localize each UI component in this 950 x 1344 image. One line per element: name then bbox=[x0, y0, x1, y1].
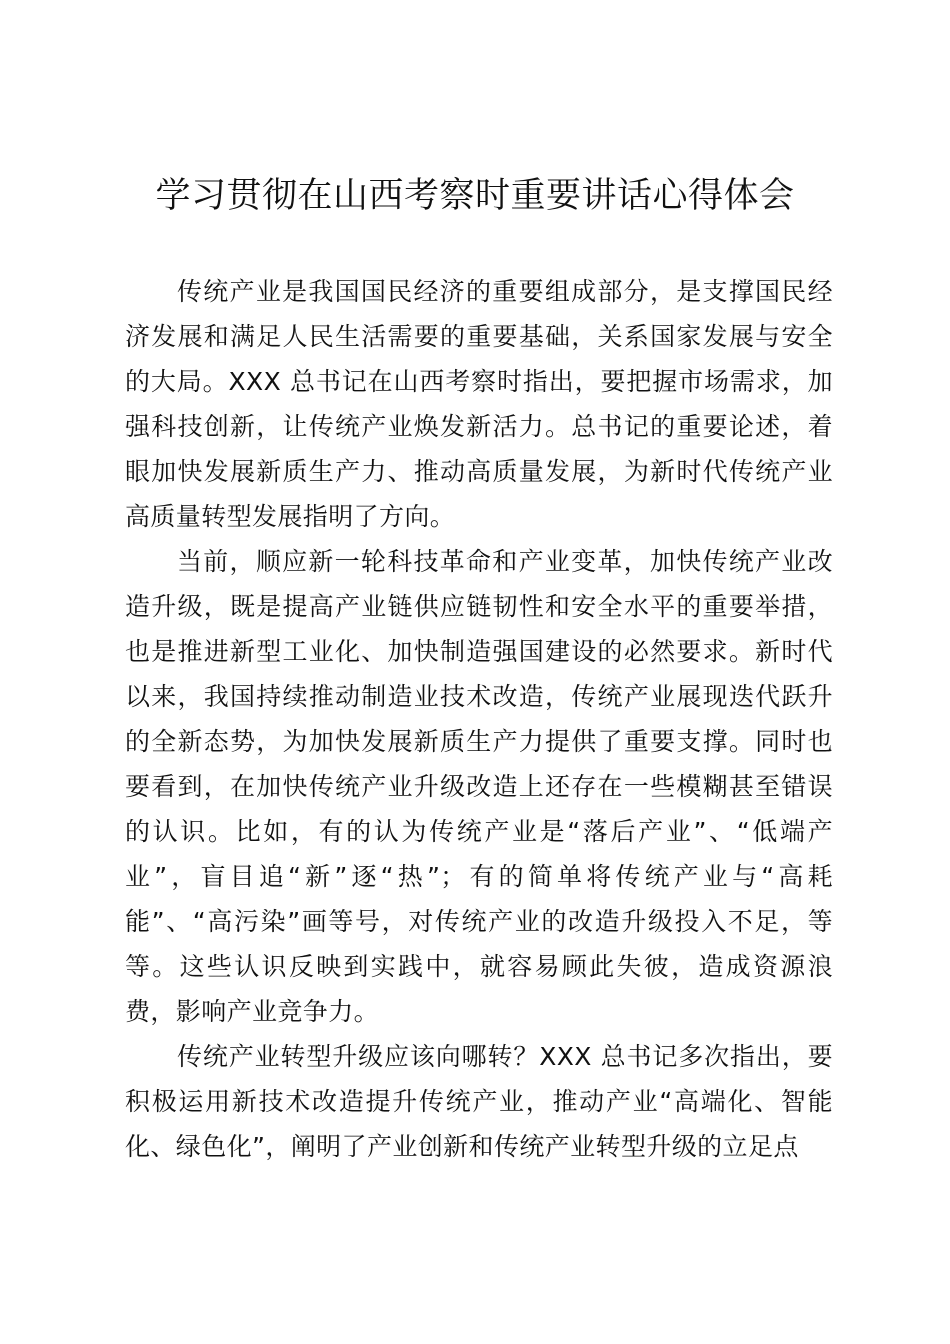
paragraph-1: 传统产业是我国国民经济的重要组成部分，是支撑国民经济发展和满足人民生活需要的重要基础，关系国家发展与安全的大局。XXX 总书记在山西考察时指出，要把握市场需求，加强科技创新，让传统产业焕发新活力。总书记的重要论述，着眼加快发展新质生产力、推动高质量发展，为新时代传统产业高质量转型发展指明了方向。 bbox=[125, 277, 833, 531]
paragraph-3: 传统产业转型升级应该向哪转？XXX 总书记多次指出，要积极运用新技术改造提升传统产业，推动产业“高端化、智能化、绿色化”，阐明了产业创新和传统产业转型升级的立足点 bbox=[125, 1042, 833, 1161]
document-body bbox=[125, 269, 833, 1169]
document-title: 学习贯彻在山西考察时重要讲话心得体会 bbox=[155, 176, 795, 216]
paragraph-2: 当前，顺应新一轮科技革命和产业变革，加快传统产业改造升级，既是提高产业链供应链韧性和安全水平的重要举措，也是推进新型工业化、加快制造强国建设的必然要求。新时代以来，我国持续推动制造业技术改造，传统产业展现迭代跃升的全新态势，为加快发展新质生产力提供了重要支撑。同时也要看到，在加快传统产业升级改造上还存在一些模糊甚至错误的认识。比如，有的认为传统产业是“落后产业”、“低端产业”，盲目追“新”逐“热”；有的简单将传统产业与“高耗能”、“高污染”画等号，对传统产业的改造升级投入不足，等等。这些认识反映到实践中，就容易顾此失彼，造成资源浪费，影响产业竞争力。 bbox=[125, 547, 833, 1026]
